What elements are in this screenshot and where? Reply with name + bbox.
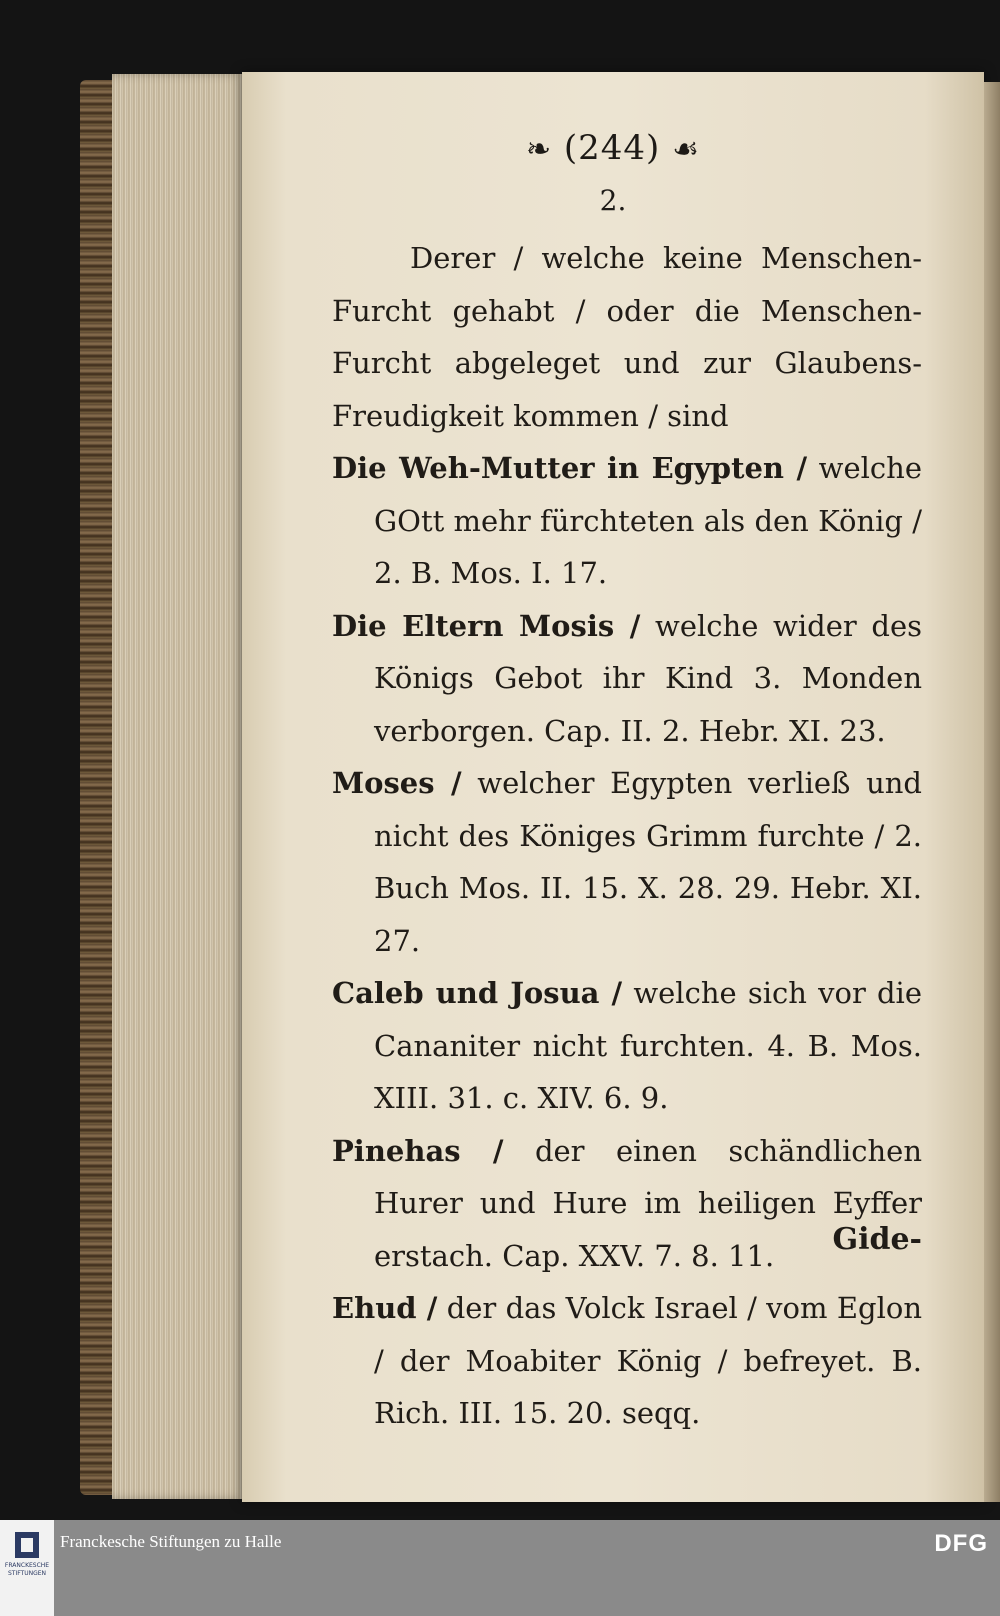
- intro-paragraph: Derer / welche keine Menschen-Furcht gehabt / oder die Menschen-Furcht abgeleget und zur Glaubens-Freudigkeit kommen / sind: [332, 241, 922, 433]
- page-stack: [112, 74, 247, 1499]
- entry-2: [332, 600, 922, 758]
- section-number: 2.: [599, 184, 627, 217]
- entry-text: welche sich vor die Cananiter nicht furchten. 4. B. Mos. XIII. 31. c. XIV. 6. 9.: [374, 976, 922, 1115]
- page-header: [242, 128, 984, 168]
- catchword: Gide-: [832, 1222, 922, 1257]
- page-number: (244): [563, 128, 661, 168]
- entry-name: Moses /: [332, 766, 462, 800]
- entry-name: Caleb und Josua /: [332, 976, 623, 1010]
- entry-1: [332, 442, 922, 600]
- book-page: [242, 72, 984, 1502]
- entry-name: Ehud /: [332, 1291, 438, 1325]
- institution-logo[interactable]: [0, 1520, 54, 1616]
- book: [72, 72, 1000, 1512]
- entry-name: Die Eltern Mosis /: [332, 608, 641, 643]
- building-icon: [15, 1532, 39, 1558]
- entry-5: [332, 1125, 922, 1283]
- footer-bar: [0, 1520, 1000, 1616]
- dfg-logo[interactable]: DFG: [934, 1530, 988, 1557]
- entry-3: [332, 757, 922, 967]
- entry-name: Die Weh-Mutter in Egypten /: [332, 451, 808, 485]
- entry-text: der einen schändlichen Hurer und Hure im heiligen Eyffer erstach. Cap. XXV. 7. 8. 11.: [374, 1133, 923, 1273]
- entry-name: Pinehas /: [332, 1133, 504, 1168]
- ornament-left-icon: ❧: [525, 132, 553, 167]
- entry-text: der das Volck Israel / vom Eglon / der Moabiter König / befreyet. B. Rich. III. 15. 20. seqq.: [374, 1291, 922, 1430]
- ornament-right-icon: ☙: [672, 132, 701, 167]
- page-text: [332, 232, 922, 1440]
- entry-text: welcher Egypten verließ und nicht des Königes Grimm furchte / 2. Buch Mos. II. 15. X. 28. 29. Hebr. XI. 27.: [374, 766, 922, 958]
- institution-name[interactable]: Franckesche Stiftungen zu Halle: [60, 1532, 282, 1551]
- entry-4: [332, 967, 922, 1125]
- entry-text: welche GOtt mehr fürchteten als den König / 2. B. Mos. I. 17.: [374, 451, 923, 590]
- logo-text: FRANCKESCHE STIFTUNGEN: [4, 1562, 50, 1577]
- entry-6: [332, 1282, 922, 1440]
- next-page-edge: [984, 82, 1000, 1502]
- entry-text: welche wider des Königs Gebot ihr Kind 3. Monden verborgen. Cap. II. 2. Hebr. XI. 23.: [374, 608, 923, 748]
